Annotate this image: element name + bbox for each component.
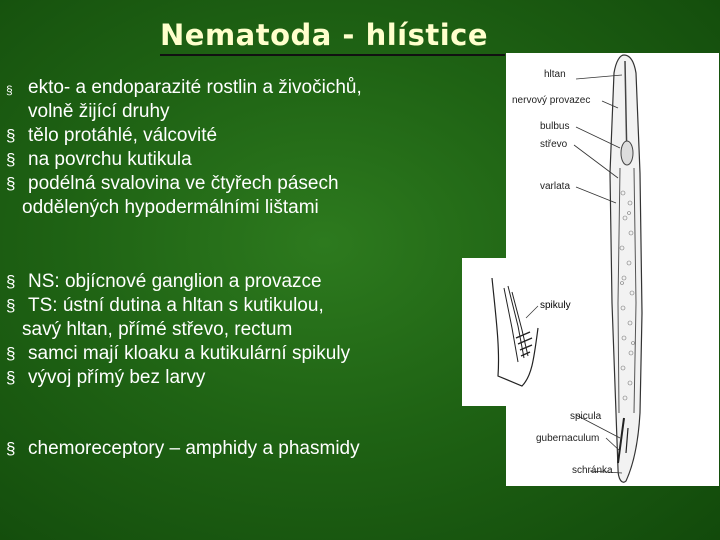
bullet-square-icon: § [6,344,16,363]
label-spikuly: spikuly [540,300,571,311]
bullet-text: na povrchu kutikula [28,149,192,170]
label-spicula: spicula [570,411,602,422]
bullet-square-icon: § [6,272,16,291]
bullet-text: vývoj přímý bez larvy [28,367,206,388]
title-underline [160,54,505,56]
bullet-text-continued: savý hltan, přímé střevo, rectum [22,319,293,340]
label-varlata: varlata [540,181,571,192]
bullet-text: chemoreceptory – amphidy a phasmidy [28,438,360,459]
bullet-item [4,294,350,342]
bullet-text: podélná svalovina ve čtyřech pásech [28,173,339,194]
bullet-square-icon: § [6,126,16,145]
bullet-list-general [4,76,362,220]
label-nervovy-provazec: nervový provazec [512,95,591,106]
bullet-text: NS: objícnové ganglion a provazce [28,271,322,292]
bullet-item [4,124,362,148]
bullet-text-continued: volně žijící druhy [28,101,170,122]
spicule-inset [462,258,598,406]
bullet-square-icon: § [6,83,13,97]
bullet-item [4,172,362,220]
label-schranka: schránka [572,465,613,476]
bullet-square-icon: § [6,150,16,169]
bullet-square-icon: § [6,368,16,387]
bullet-item [4,270,350,294]
slide-title: Nematoda - hlístice [160,18,489,52]
bullet-text: samci mají kloaku a kutikulární spikuly [28,343,351,364]
label-hltan: hltan [544,69,566,80]
label-strevo: střevo [540,139,568,150]
bullet-item [4,76,362,124]
bullet-item [4,342,350,366]
bullet-item [4,366,350,390]
bullet-item [4,437,360,461]
label-gubernaculum: gubernaculum [536,433,600,444]
bullet-text: TS: ústní dutina a hltan s kutikulou, [28,295,324,316]
bullet-text-continued: oddělených hypodermálními lištami [22,197,319,218]
bullet-square-icon: § [6,439,16,458]
bullet-square-icon: § [6,296,16,315]
bullet-list-systems [4,270,350,390]
label-bulbus: bulbus [540,121,570,132]
bullet-item [4,148,362,172]
bullet-text: tělo protáhlé, válcovité [28,125,218,146]
bullet-list-receptors [4,437,360,461]
spicule-illustration [462,258,598,406]
bullet-text: ekto- a endoparazité rostlin a živočichů, [28,77,362,98]
bullet-square-icon: § [6,174,16,193]
